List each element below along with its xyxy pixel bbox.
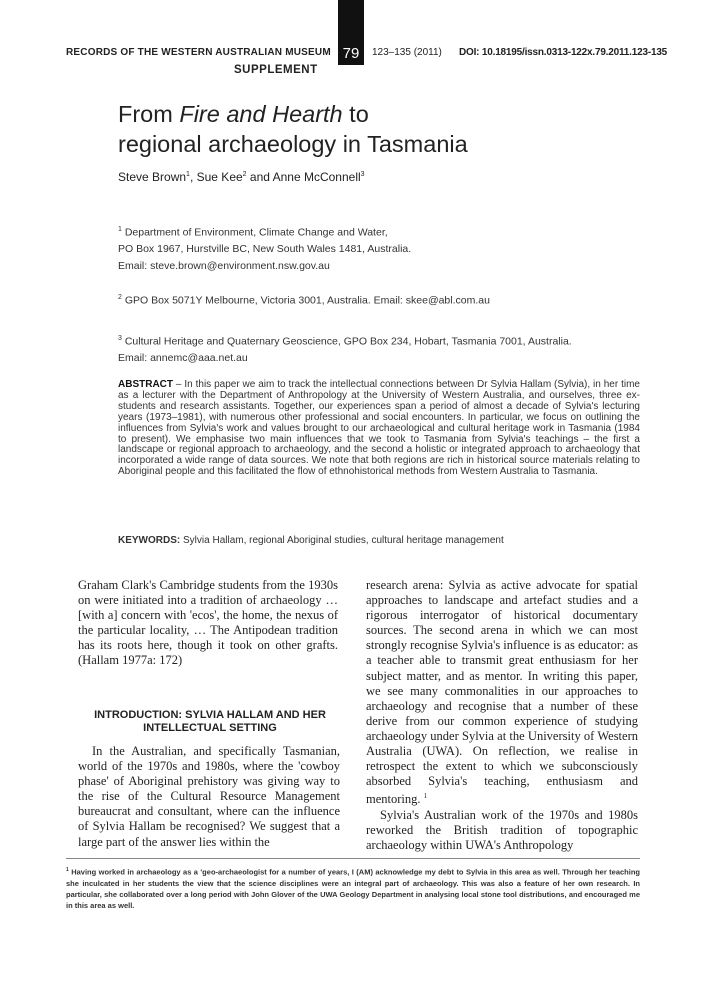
- doi-link[interactable]: DOI: 10.18195/issn.0313-122x.79.2011.123-135: [459, 47, 668, 58]
- author-affil-marker: 3: [360, 171, 365, 178]
- footnote-divider: [66, 858, 640, 859]
- affiliation-line: GPO Box 5071Y Melbourne, Victoria 3001, Australia. Email: skee@abl.com.au: [124, 294, 490, 307]
- title-line1-pre: From: [118, 101, 180, 127]
- author-affil-marker: 1: [186, 171, 190, 178]
- footnote-ref[interactable]: 1: [423, 792, 428, 801]
- author-name: Steve Brown: [118, 170, 187, 184]
- affiliation-marker: 3: [118, 335, 122, 342]
- abstract: [118, 380, 640, 478]
- keywords-text: Sylvia Hallam, regional Aboriginal studies, cultural heritage management: [180, 535, 504, 546]
- affiliation-line: Cultural Heritage and Quaternary Geoscience, GPO Box 234, Hobart, Tasmania 7001, Australia.: [124, 335, 572, 348]
- affiliation-marker: 2: [118, 294, 122, 301]
- footnote-text: Having worked in archaeology as a 'geo-archaeologist for a number of years, I (AM) acknowledge my debt to Sylvia in this area as well. Through her teaching she inculcated in her students the view that the science disciplines were an integral part of archaeology. This was also a feature of her own research. In particular, she collaborated over a long period with John Glover of the UWA Geology Department in analysing local stone tool distributions, and encouraged me in this area as well.: [66, 867, 640, 911]
- affiliation: [118, 290, 490, 309]
- right-column: [366, 578, 638, 853]
- author-list: [118, 170, 365, 184]
- author-affil-marker: 2: [242, 171, 247, 178]
- affiliation-email: Email: annemc@aaa.net.au: [118, 352, 248, 364]
- author-separator: ,: [189, 170, 197, 184]
- author-separator: and: [246, 170, 273, 184]
- affiliation-marker: 1: [118, 226, 122, 233]
- body-paragraph: [366, 578, 638, 808]
- abstract-text: – In this paper we aim to track the intellectual connections between Dr Sylvia Hallam (Sylvia), in her time as a lecturer with the Department of Anthropology at the University of Western Australia, and ourselves, three ex-students and research assistants. Together, our experiences span a period of almost a decade of Sylvia's lecturing years (1973–1981), with numerous other professional and social encounters. In particular, we focus on outlining the influences from Sylvia's work and values brought to our archaeological and cultural heritage work in Tasmania (1984 to present). We emphasise two main influences that we took to Tasmania from Sylvia's teachings – the first a landscape or regional approach to archaeology, and the second a holistic or integrated approach to archaeology that incorporated a wide range of data sources. We note that both regions are rich in historical source materials relating to Aboriginal people and this facilitated the flow of ethnohistorical methods from Western Australia to Tasmania.: [118, 379, 640, 478]
- author-name: Anne McConnell: [272, 170, 361, 184]
- article-title: [118, 99, 468, 159]
- affiliation-line: PO Box 1967, Hurstville BC, New South Wales 1481, Australia.: [118, 243, 412, 255]
- title-line1-post: to: [342, 101, 369, 127]
- author-name: Sue Kee: [196, 170, 243, 184]
- keywords: [118, 535, 504, 546]
- section-heading: INTRODUCTION: SYLVIA HALLAM AND HER INTELLECTUAL SETTING: [94, 709, 326, 734]
- title-line2: regional archaeology in Tasmania: [118, 131, 468, 157]
- affiliation: [118, 222, 411, 274]
- affiliation-line: Department of Environment, Climate Change and Water,: [124, 226, 388, 239]
- footnote-marker: 1: [66, 867, 69, 873]
- page-range: 123–135 (2011): [372, 47, 442, 58]
- title-line1-italic: Fire and Hearth: [179, 101, 343, 127]
- body-paragraph: In the Australian, and specifically Tasmanian, world of the 1970s and 1980s, where the 'cowboy phase' of Aboriginal prehistory was giving way to the rise of the Cultural Resource Management bureaucrat and consultant, where can the influence of Sylvia Hallam be recognised? We suggest that a large part of the answer lies within the: [78, 744, 340, 849]
- abstract-label: ABSTRACT: [118, 379, 173, 390]
- paragraph-text: research arena: Sylvia as active advocate for spatial approaches to landscape and artefact studies and a rigorous interrogator of historical documentary sources. The second arena in which we can most strongly recognise Sylvia's influence is as educator: as a teacher able to transmit great enthusiasm for her subject matter, and as mentor. In writing this paper, we see many commonalities in our approaches to archaeology and recognise that a number of these derive from our common experience of studying archaeology under Sylvia at the University of Western Australia (UWA). On reflection, we realise in retrospect the extent to which we subconsciously absorbed Sylvia's teaching, enthusiasm and mentoring.: [366, 578, 638, 807]
- volume-number: 79: [342, 45, 360, 62]
- supplement-label: SUPPLEMENT: [234, 64, 318, 76]
- keywords-label: KEYWORDS:: [118, 535, 181, 546]
- epigraph-quote: Graham Clark's Cambridge students from the 1930s on were initiated into a tradition of archaeology … [with a] concern with 'ecos', the home, the nexus of the particular locality, … The Antipodean tradition has its roots here, though it took on other grafts. (Hallam 1977a: 172): [78, 578, 338, 668]
- journal-name: RECORDS OF THE WESTERN AUSTRALIAN MUSEUM: [66, 47, 331, 58]
- footnote: [66, 865, 640, 911]
- affiliation-email: Email: steve.brown@environment.nsw.gov.au: [118, 259, 330, 272]
- affiliation: [118, 331, 572, 367]
- body-paragraph: Sylvia's Australian work of the 1970s and 1980s reworked the British tradition of topographic archaeology within UWA's Anthropology: [366, 807, 638, 852]
- volume-box: [338, 0, 364, 65]
